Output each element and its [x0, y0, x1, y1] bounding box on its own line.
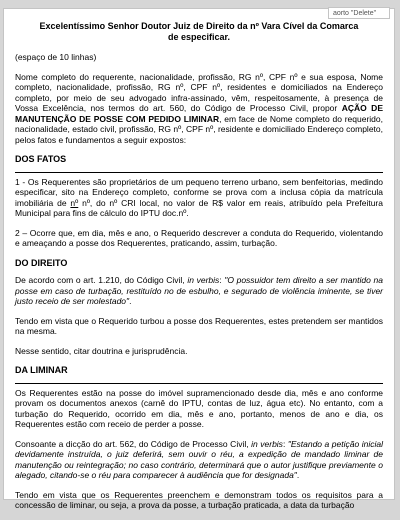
action-title: AÇÃO DE MANUTENÇÃO DE POSSE COM PEDIDO LIMINAR — [15, 103, 383, 124]
divider — [15, 383, 383, 384]
liminar-quote: "Estando a petição inicial devidamente instruída, o juiz deferirá, sem ouvir o réu, a expedição de mandado liminar de manutenção ou reintegração; no caso contrário, determinará que o autor justifique previamente o alegado, citando-se o réu para comparecer à audiência que for designada" — [15, 438, 383, 480]
intro-text-b: , em face de Nome completo do requerido, nacionalidade, estado civil, profissão, RG nº, CPF nº, residente e domiciliado Endereço completo, pelos fatos e fundamentos a seguir expostos: — [15, 113, 383, 145]
title-line-2: de especificar. — [167, 32, 231, 42]
liminar-paragraph-2 — [15, 439, 383, 481]
deleted-marker: aorto "Delete" — [328, 7, 390, 19]
intro-paragraph — [15, 72, 383, 146]
heading-fatos: DOS FATOS — [15, 154, 67, 164]
fatos-text-b: nº, do nº CRI local, no valor de R$ valor em reais, atribuído pela Prefeitura Municipal para fins de cálculo do IPTU doc.nº. — [15, 197, 383, 218]
fatos-text-a: 1 - Os Requerentes são proprietários de um pequeno terreno urbano, sem benfeitorias, medindo especificar, sito na Endereço completo, conforme se prova com a inclusa cópia da matrícula imobiliária de — [15, 176, 383, 208]
liminar-text-a: Consoante a dicção do art. 562, do Código de Processo Civil, — [15, 438, 249, 449]
direito-paragraph-2: Tendo em vista que o Requerido turbou a posse dos Requerentes, estes pretendem ser mantidos na mesma. — [15, 315, 383, 336]
document-content — [15, 21, 383, 520]
fatos-underlined: nº — [70, 197, 79, 208]
heading-direito: DO DIREITO — [15, 257, 68, 268]
title-line-1: Excelentíssimo Senhor Doutor Juiz de Direito da nº Vara Cível da Comarca — [39, 21, 359, 31]
liminar-period: . — [296, 470, 300, 480]
direito-text-a: De acordo com o art. 1.210, do Código Civil, — [15, 275, 185, 285]
direito-paragraph-3: Nesse sentido, citar doutrina e jurisprudência. — [15, 345, 188, 356]
divider — [15, 172, 383, 173]
direito-colon: : — [219, 275, 225, 285]
liminar-in-verbis: in verbis — [251, 438, 283, 449]
fatos-paragraph-2: 2 – Ocorre que, em dia, mês e ano, o Requerido descrever a conduta do Requerido, violentando e ameaçando a posse dos Requerentes, praticando, assim, turbação. — [15, 227, 383, 248]
heading-liminar: DA LIMINAR — [15, 365, 68, 375]
document-title — [15, 21, 383, 43]
direito-period: . — [129, 296, 132, 306]
fatos-paragraph-1 — [15, 177, 383, 219]
direito-paragraph-1 — [15, 275, 383, 307]
liminar-colon: : — [282, 438, 288, 449]
direito-quote: "O possuidor tem direito a ser mantido na posse em caso de turbação, restituído no de esbulho, e segurado de violência iminente, se tiver justo receio de ser molestado" — [15, 275, 383, 306]
space-note: (espaço de 10 linhas) — [15, 52, 97, 62]
liminar-paragraph-3: Tendo em vista que os Requerentes preenchem e demonstram todos os requisitos para a concessão de liminar, ou seja, a prova da posse, a turbação praticada, a data da turbação — [15, 489, 383, 510]
document-page — [3, 8, 395, 510]
intro-text-a: Nome completo do requerente, nacionalidade, profissão, RG nº, CPF nº e sua esposa, Nome completo, nacionalidade, profissão, RG nº, CPF nº, residentes e domiciliados na Endereço completo, por meio de seu advogado infra-assinado, vêm, respeitosamente, à presença de Vossa Excelência, nos termos do art. 560, do Código de Processo Civil, propor — [15, 71, 383, 113]
direito-in-verbis: in verbis — [187, 275, 220, 285]
liminar-paragraph-1: Os Requerentes estão na posse do imóvel supramencionado desde dia, mês e ano conforme provam os documentos anexos (carnê do IPTU, contas de luz, água etc). No entanto, com a turbação do Requerido, ocorrido em dia, mês e ano, portanto, menos de ano e dia, os Requerentes estão com receio de perder a posse. — [15, 387, 383, 429]
